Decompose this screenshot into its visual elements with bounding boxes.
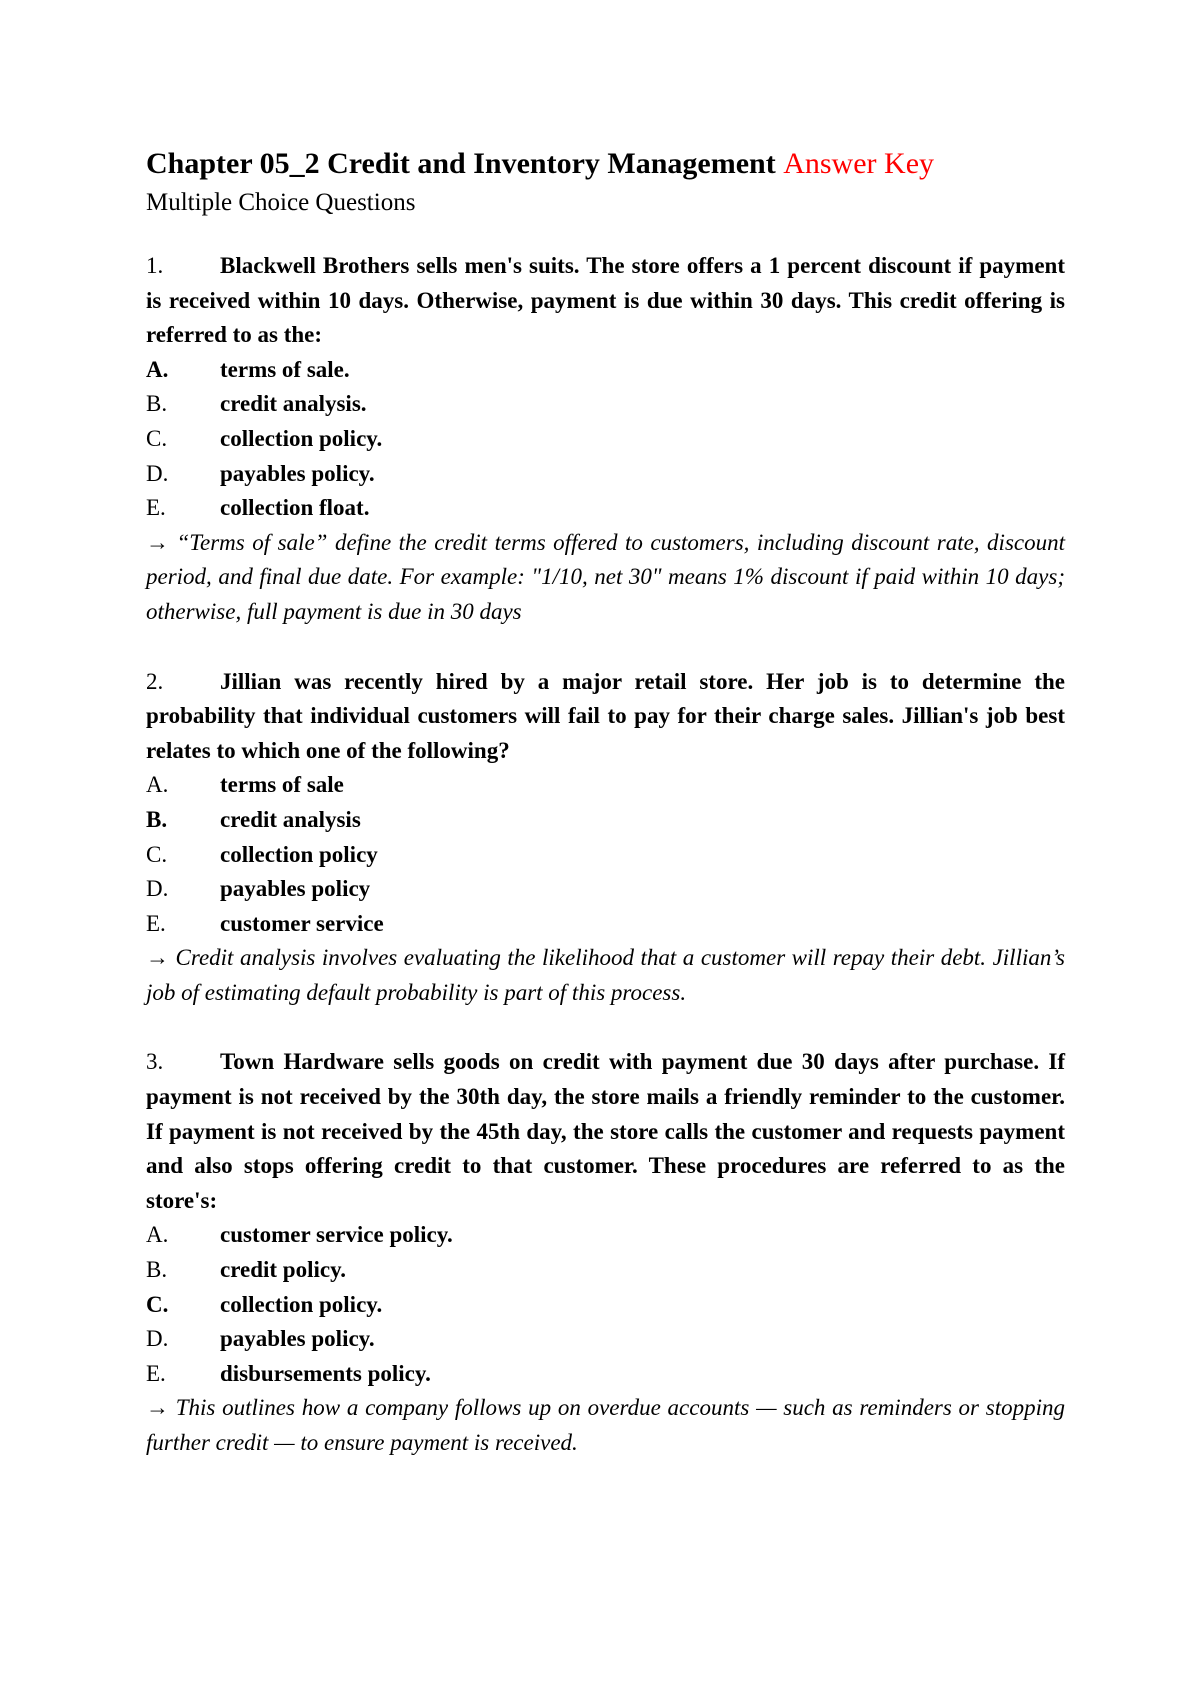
option-text: credit analysis.: [220, 391, 367, 417]
option-e: [146, 907, 1065, 942]
section-subtitle: Multiple Choice Questions: [146, 189, 416, 216]
option-text: payables policy.: [220, 1326, 375, 1352]
option-letter: C.: [146, 425, 168, 451]
question-list: [146, 249, 1065, 1461]
answer-explanation: → This outlines how a company follows up on overdue accounts — such as reminders or stopping further credit — to ensure payment is received.: [146, 1395, 1065, 1455]
option-letter: B.: [146, 1257, 168, 1283]
option-text: collection policy.: [220, 425, 383, 451]
option-letter: B.: [146, 806, 168, 832]
question-2: [146, 665, 1065, 1011]
question-1: [146, 249, 1065, 630]
option-d: [146, 1322, 1065, 1357]
question-text: Jillian was recently hired by a major retail store. Her job is to determine the probability that individual customers will fail to pay for their charge sales. Jillian's job best relates to which one of the following?: [146, 668, 1065, 763]
option-text: credit policy.: [220, 1257, 347, 1283]
question-stem: [146, 665, 1065, 769]
option-list: [146, 768, 1065, 941]
option-list: [146, 353, 1065, 526]
option-text: collection policy.: [220, 1291, 383, 1317]
option-text: payables policy.: [220, 460, 375, 486]
option-text: disbursements policy.: [220, 1360, 431, 1386]
question-number: 2.: [146, 668, 164, 694]
option-c: [146, 1288, 1065, 1323]
option-letter: E.: [146, 910, 166, 936]
option-text: payables policy: [220, 876, 371, 902]
option-text: terms of sale: [220, 772, 344, 798]
answer-explanation: → “Terms of sale” define the credit terms offered to customers, including discount rate, discount period, and final due date. For example: "1/10, net 30" means 1% discount if paid within 10 days; otherwise, full payment is due in 30 days: [146, 529, 1065, 624]
option-a: [146, 768, 1065, 803]
option-text: credit analysis: [220, 806, 361, 832]
option-c: [146, 838, 1065, 873]
option-c: [146, 422, 1065, 457]
question-text: Town Hardware sells goods on credit with payment due 30 days after purchase. If payment is not received by the 30th day, the store mails a friendly reminder to the customer. If payment is not received by the 45th day, the store calls the customer and requests payment and also stops offering credit to that customer. These procedures are referred to as the store's:: [146, 1049, 1065, 1213]
option-text: customer service: [220, 910, 384, 936]
option-letter: C.: [146, 1291, 169, 1317]
option-letter: C.: [146, 841, 168, 867]
option-text: collection float.: [220, 495, 370, 521]
option-letter: D.: [146, 1326, 169, 1352]
option-letter: E.: [146, 495, 166, 521]
option-letter: B.: [146, 391, 168, 417]
question-stem: [146, 1045, 1065, 1218]
answer-explanation: → Credit analysis involves evaluating the likelihood that a customer will repay their debt. Jillian’s job of estimating default probability is part of this process.: [146, 945, 1065, 1005]
option-letter: A.: [146, 356, 169, 382]
question-number: 3.: [146, 1049, 164, 1075]
option-text: terms of sale.: [220, 356, 350, 382]
option-letter: D.: [146, 876, 169, 902]
chapter-title: Chapter 05_2 Credit and Inventory Management: [146, 147, 776, 180]
question-stem: [146, 249, 1065, 353]
answer-key-label: Answer Key: [783, 147, 935, 180]
option-letter: A.: [146, 1222, 169, 1248]
option-a: [146, 353, 1065, 388]
option-list: [146, 1218, 1065, 1391]
option-text: customer service policy.: [220, 1222, 453, 1248]
option-d: [146, 457, 1065, 492]
option-d: [146, 872, 1065, 907]
option-letter: E.: [146, 1360, 166, 1386]
page-title: [146, 144, 1065, 184]
question-number: 1.: [146, 253, 164, 278]
option-text: collection policy: [220, 841, 378, 867]
option-e: [146, 1357, 1065, 1392]
option-b: [146, 1253, 1065, 1288]
option-letter: A.: [146, 772, 169, 798]
option-e: [146, 491, 1065, 526]
option-b: [146, 803, 1065, 838]
question-text: Blackwell Brothers sells men's suits. The store offers a 1 percent discount if payment is received within 10 days. Otherwise, payment is due within 30 days. This credit offering is referred to as the:: [146, 253, 1065, 348]
option-letter: D.: [146, 460, 169, 486]
option-a: [146, 1218, 1065, 1253]
question-3: [146, 1045, 1065, 1460]
option-b: [146, 387, 1065, 422]
